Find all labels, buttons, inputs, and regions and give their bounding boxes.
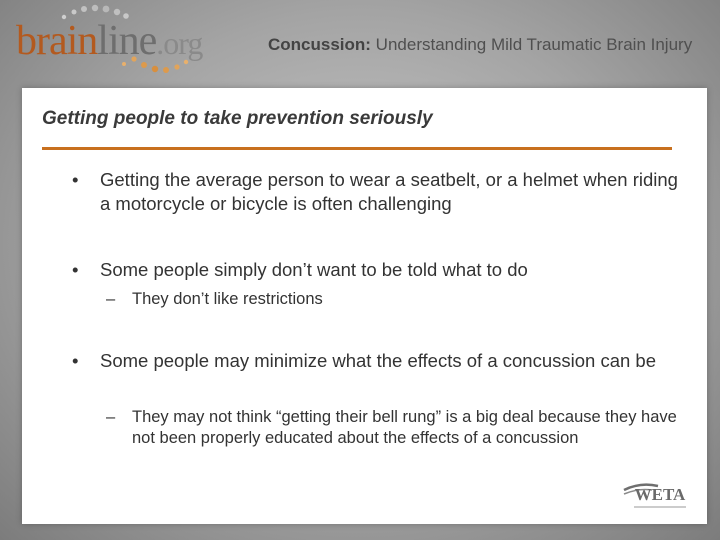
bullet-item: [72, 168, 692, 216]
sub-bullet-marker: –: [106, 408, 116, 426]
bullet-text: Some people may minimize what the effects of a concussion can be: [100, 350, 656, 371]
logo-line-text: line: [97, 18, 157, 64]
presentation-title-bold: Concussion:: [268, 35, 371, 54]
weta-logo: [620, 480, 700, 514]
bullet-text: Some people simply don’t want to be told what to do: [100, 259, 528, 280]
bullet-list: [22, 88, 707, 524]
bullet-marker: •: [72, 350, 79, 371]
bullet-item: [72, 258, 692, 282]
bullet-item: [72, 349, 692, 373]
slide-title: Getting people to take prevention seriously: [42, 108, 433, 129]
bullet-marker: •: [72, 259, 79, 280]
brainline-logo: [14, 4, 214, 78]
sub-bullet-item: [106, 289, 686, 310]
presentation-title-rest: Understanding Mild Traumatic Brain Injury: [370, 35, 693, 54]
header: [0, 0, 720, 84]
sub-bullet-marker: –: [106, 290, 116, 308]
weta-logo-text: WETA: [634, 485, 686, 504]
sub-bullet-text: They may not think “getting their bell rung” is a big deal because they have not been properly educated about the effects of a concussion: [132, 408, 677, 447]
logo-brain-text: brain: [16, 18, 98, 64]
presentation-title: [268, 35, 692, 55]
logo-org-text: .org: [156, 25, 203, 61]
bullet-marker: •: [72, 169, 79, 190]
content-panel: [22, 88, 707, 524]
sub-bullet-text: They don’t like restrictions: [132, 290, 323, 308]
sub-bullet-item: [106, 407, 686, 449]
bullet-text: Getting the average person to wear a seatbelt, or a helmet when riding a motorcycle or bicycle is often challenging: [100, 169, 678, 214]
